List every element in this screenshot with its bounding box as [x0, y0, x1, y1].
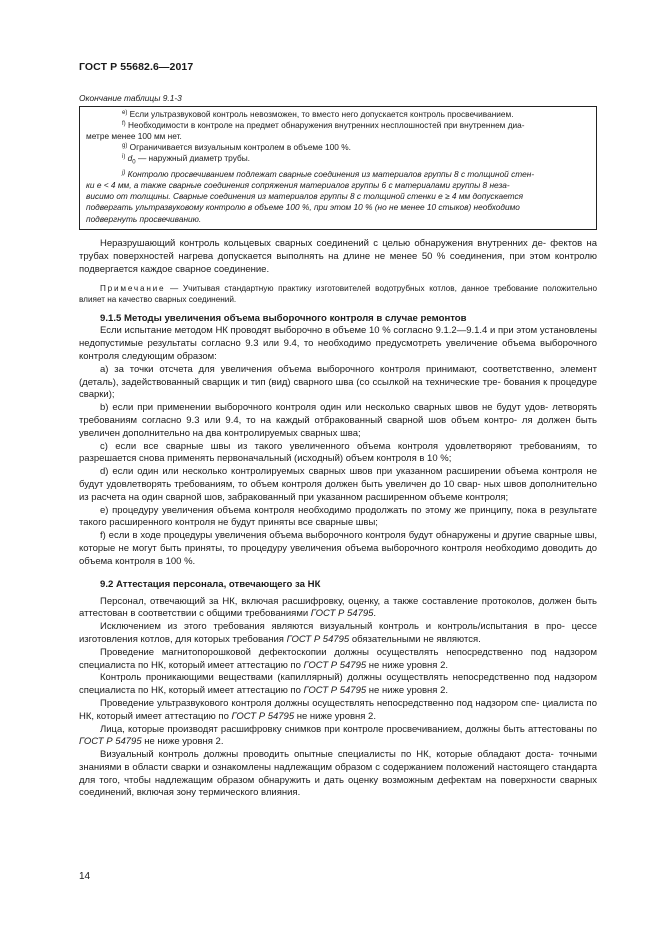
- list-item-e: е) процедуру увеличения объема контроля необходимо продолжать по этому же принципу, пока в результате такого расширенного контроля не будут приняты все сварные швы;: [79, 504, 597, 529]
- page-number: 14: [79, 871, 91, 882]
- table-continuation-caption: Окончание таблицы 9.1-3: [79, 93, 182, 103]
- footnote-e: $^{e)}$ Если ультразвуковой контроль невозможен, то вместо него допускается контроль просвечиванием.: [122, 109, 514, 119]
- footnote-j-cont-3: подвергать ультразвуковому контролю в объеме 100 %, при этом 10 % (но не менее 10 стыков) необходимо: [86, 202, 520, 213]
- table-footnotes-box: [79, 106, 597, 230]
- footnote-f: $^{f)}$ Необходимости в контроле на предмет обнаружения внутренних несплошностей при внутреннем диа-: [122, 120, 525, 131]
- list-item-c: с) если все сварные швы из такого увеличенного объема контроля удовлетворяют требованиям, то разрешается снова применять первоначальный (исходный) объем контроля в 10 %;: [79, 440, 597, 465]
- note: Примечание — Учитывая стандартную практику изготовителей водотрубных котлов, данное требование положительно влияет на качество сварных соединений.: [79, 284, 598, 305]
- list-item-b: b) если при применении выборочного контроля один или несколько сварных швов не будут удов- летворять требованиям согласно 9.3 или 9.4, то на каждый отбракованный сварной шов объем контро- ля должен быть увеличен дополнительно на два контролируемых сварных шва;: [79, 402, 597, 439]
- paragraph-9-2-4: Контроль проникающими веществами (капиллярный) должны осуществлять непосредственно под надзором специалиста по НК, который имеет аттестацию по ГОСТ Р 54795 не ниже уровня 2.: [79, 672, 598, 697]
- list-item-d: d) если один или несколько контролируемых сварных швов при указанном расширении объема контроля не будут удовлетворять требованиям, то объем контроля должен быть увеличен до 10 свар- ных швов дополнительно из расчета на один сварной шов, забракованный при указанном расширенном объеме контроля;: [79, 466, 597, 503]
- list-item-f: f) если в ходе процедуры увеличения объема выборочного контроля будут обнаружены и другие сварные швы, которые не могут быть приняты, то процедуру увеличения объема выборочного контроля необходимо доводить до объема контроля в 100 %.: [79, 530, 598, 567]
- footnote-i: $^{i)}$ $d_0$ — наружный диаметр трубы.: [122, 153, 250, 167]
- footnote-j-cont-1: ки е < 4 мм, а также сварные соединения сопряжения материалов группы 6 с материалами группы 8 неза-: [86, 180, 510, 191]
- paragraph-ring-welds: Неразрушающий контроль кольцевых сварных соединений с целью обнаружения внутренних де- фектов на трубах поверхностей нагрева допускается выполнять на длине не менее 50 % соединения, при этом контролю подвергается каждое сварное соединение.: [79, 238, 598, 275]
- paragraph-9-2-2: Исключением из этого требования являются визуальный контроль и контроль/испытания в про- цессе изготовления котлов, для которых требования ГОСТ Р 54795 обязательными не являются.: [79, 621, 597, 645]
- footnote-j-cont-4: подвергнуть просвечиванию.: [86, 213, 202, 224]
- section-9-1-5-title: 9.1.5 Методы увеличения объема выборочного контроля в случае ремонтов: [100, 313, 467, 325]
- footnote-j: $^{j)}$ Контролю просвечиванием подлежат сварные соединения из материалов группы 8 с толщиной стен-: [122, 169, 535, 180]
- paragraph-9-2-6: Лица, которые производят расшифровку снимков при контроле просвечиванием, должны быть аттестованы по ГОСТ Р 54795 не ниже уровня 2.: [79, 723, 598, 748]
- paragraph-9-2-5: Проведение ультразвукового контроля должны осуществлять непосредственно под надзором спе- циалиста по НК, который имеет аттестацию по ГОСТ Р 54795 не ниже уровня 2.: [79, 697, 597, 722]
- standard-header: ГОСТ Р 55682.6—2017: [79, 61, 194, 73]
- list-item-a: а) за точки отсчета для увеличения объема выборочного контроля принимают, соответственно, элемент (деталь), задействованный сварщик и тип (вид) сварного шва (со ссылкой на технические тре- бования к процедуре сварки);: [79, 363, 597, 401]
- main-text: [79, 238, 597, 800]
- paragraph-9-2-3: Проведение магнитопорошковой дефектоскопии должны осуществлять непосредственно под надзором специалиста по НК, который имеет аттестацию по ГОСТ Р 54795 не ниже уровня 2.: [79, 646, 597, 671]
- footnote-j-cont-2: висимо от толщины. Сварные соединения из материалов группы 8 с толщиной стенки е ≥ 4 мм допускается: [86, 191, 524, 202]
- paragraph-9-2-7: Визуальный контроль должны проводить опытные специалисты по НК, которые обладают доста- точными знаниями в области сварки и ознакомлены надлежащим образом с содержанием положений настоящего стандарта для того, чтобы надлежащим образом обнаружить и дать оценку возможным дефектам на поверхности сварных соединений, включая зону термического влияния.: [79, 749, 598, 799]
- section-9-2-title: 9.2 Аттестация персонала, отвечающего за НК: [100, 578, 321, 590]
- footnote-g: $^{g)}$ Ограничивается визуальным контролем в объеме 100 %.: [122, 142, 351, 153]
- paragraph-9-2-1: Персонал, отвечающий за НК, включая расшифровку, оценку, а также составление протоколов, должен быть аттестован в соответствии с общими требованиями ГОСТ Р 54795.: [79, 595, 597, 620]
- footnote-f-cont: метре менее 100 мм нет.: [86, 131, 182, 142]
- paragraph-9-1-5-intro: Если испытание методом НК проводят выборочно в объеме 10 % согласно 9.1.2—9.1.4 и при этом установлены недопустимые результаты согласно 9.3 или 9.4, то необходимо предусмотреть увеличение объема выборочного контроля следующим образом:: [79, 325, 597, 362]
- note-label: Примечание: [100, 284, 166, 294]
